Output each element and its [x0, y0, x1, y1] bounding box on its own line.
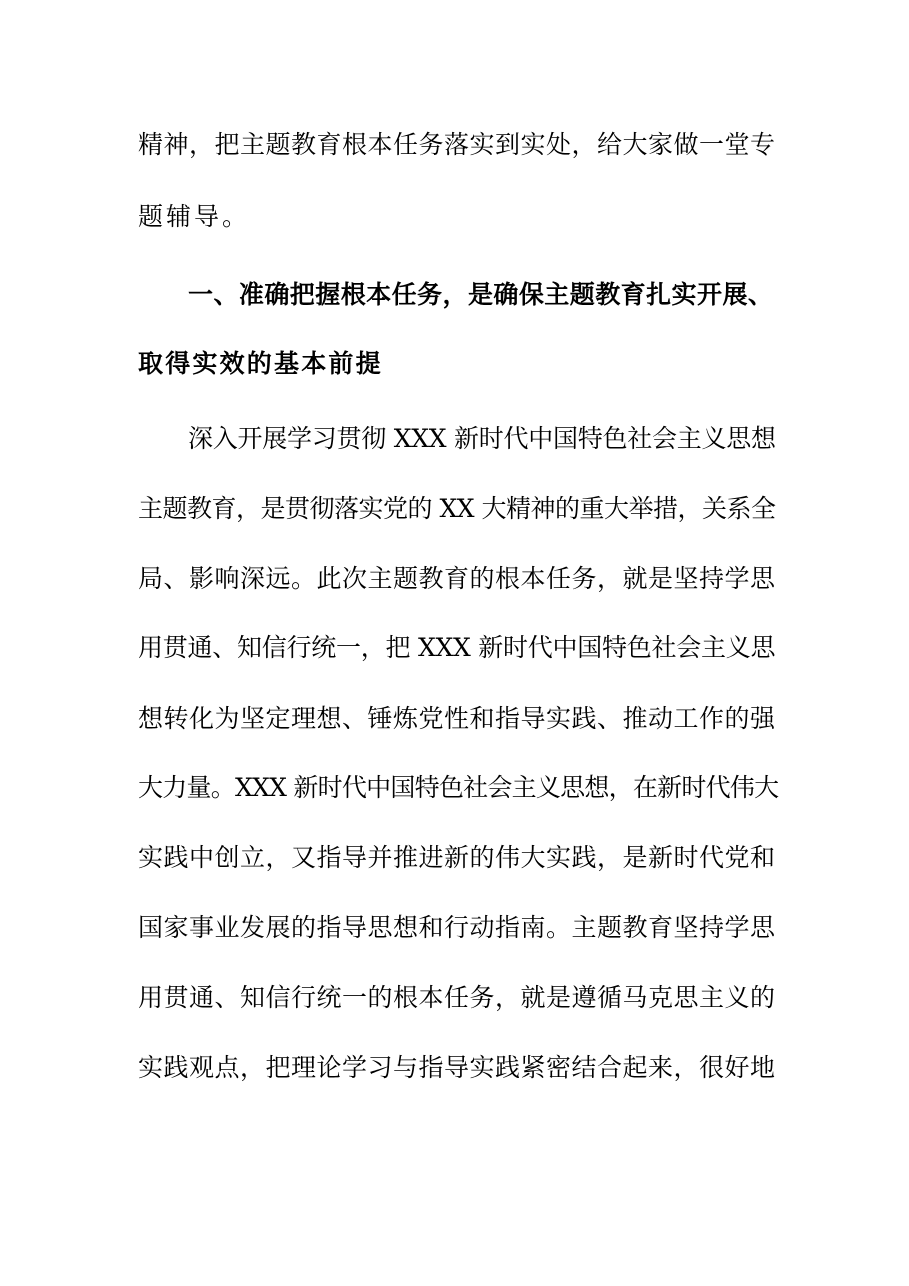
body-text-line: 实践观点，把理论学习与指导实践紧密结合起来，很好地 [138, 1053, 776, 1082]
body-text-line: 主题教育，是贯彻落实党的 XX 大精神的重大举措，关系全 [138, 494, 776, 523]
section-heading-line-1: 一、准确把握根本任务，是确保主题教育扎实开展、 [188, 280, 774, 309]
body-text-line: 精神，把主题教育根本任务落实到实处，给大家做一堂专 [138, 130, 776, 159]
section-heading-line-2: 取得实效的基本前提 [138, 349, 383, 378]
body-text-line: 题辅导。 [138, 202, 251, 231]
body-text-line: 实践中创立，又指导并推进新的伟大实践，是新时代党和 [138, 843, 776, 872]
body-text-line: 用贯通、知信行统一的根本任务，就是遵循马克思主义的 [138, 983, 776, 1012]
body-text-line: 国家事业发展的指导思想和行动指南。主题教育坚持学思 [138, 913, 776, 942]
body-text-line: 局、影响深远。此次主题教育的根本任务，就是坚持学思 [138, 564, 776, 593]
body-text-line: 大力量。XXX 新时代中国特色社会主义思想，在新时代伟大 [138, 773, 779, 802]
paragraph-first-line: 深入开展学习贯彻 XXX 新时代中国特色社会主义思想 [188, 424, 776, 453]
body-text-line: 用贯通、知信行统一，把 XXX 新时代中国特色社会主义思 [138, 633, 776, 662]
body-text-line: 想转化为坚定理想、锤炼党性和指导实践、推动工作的强 [138, 704, 776, 733]
